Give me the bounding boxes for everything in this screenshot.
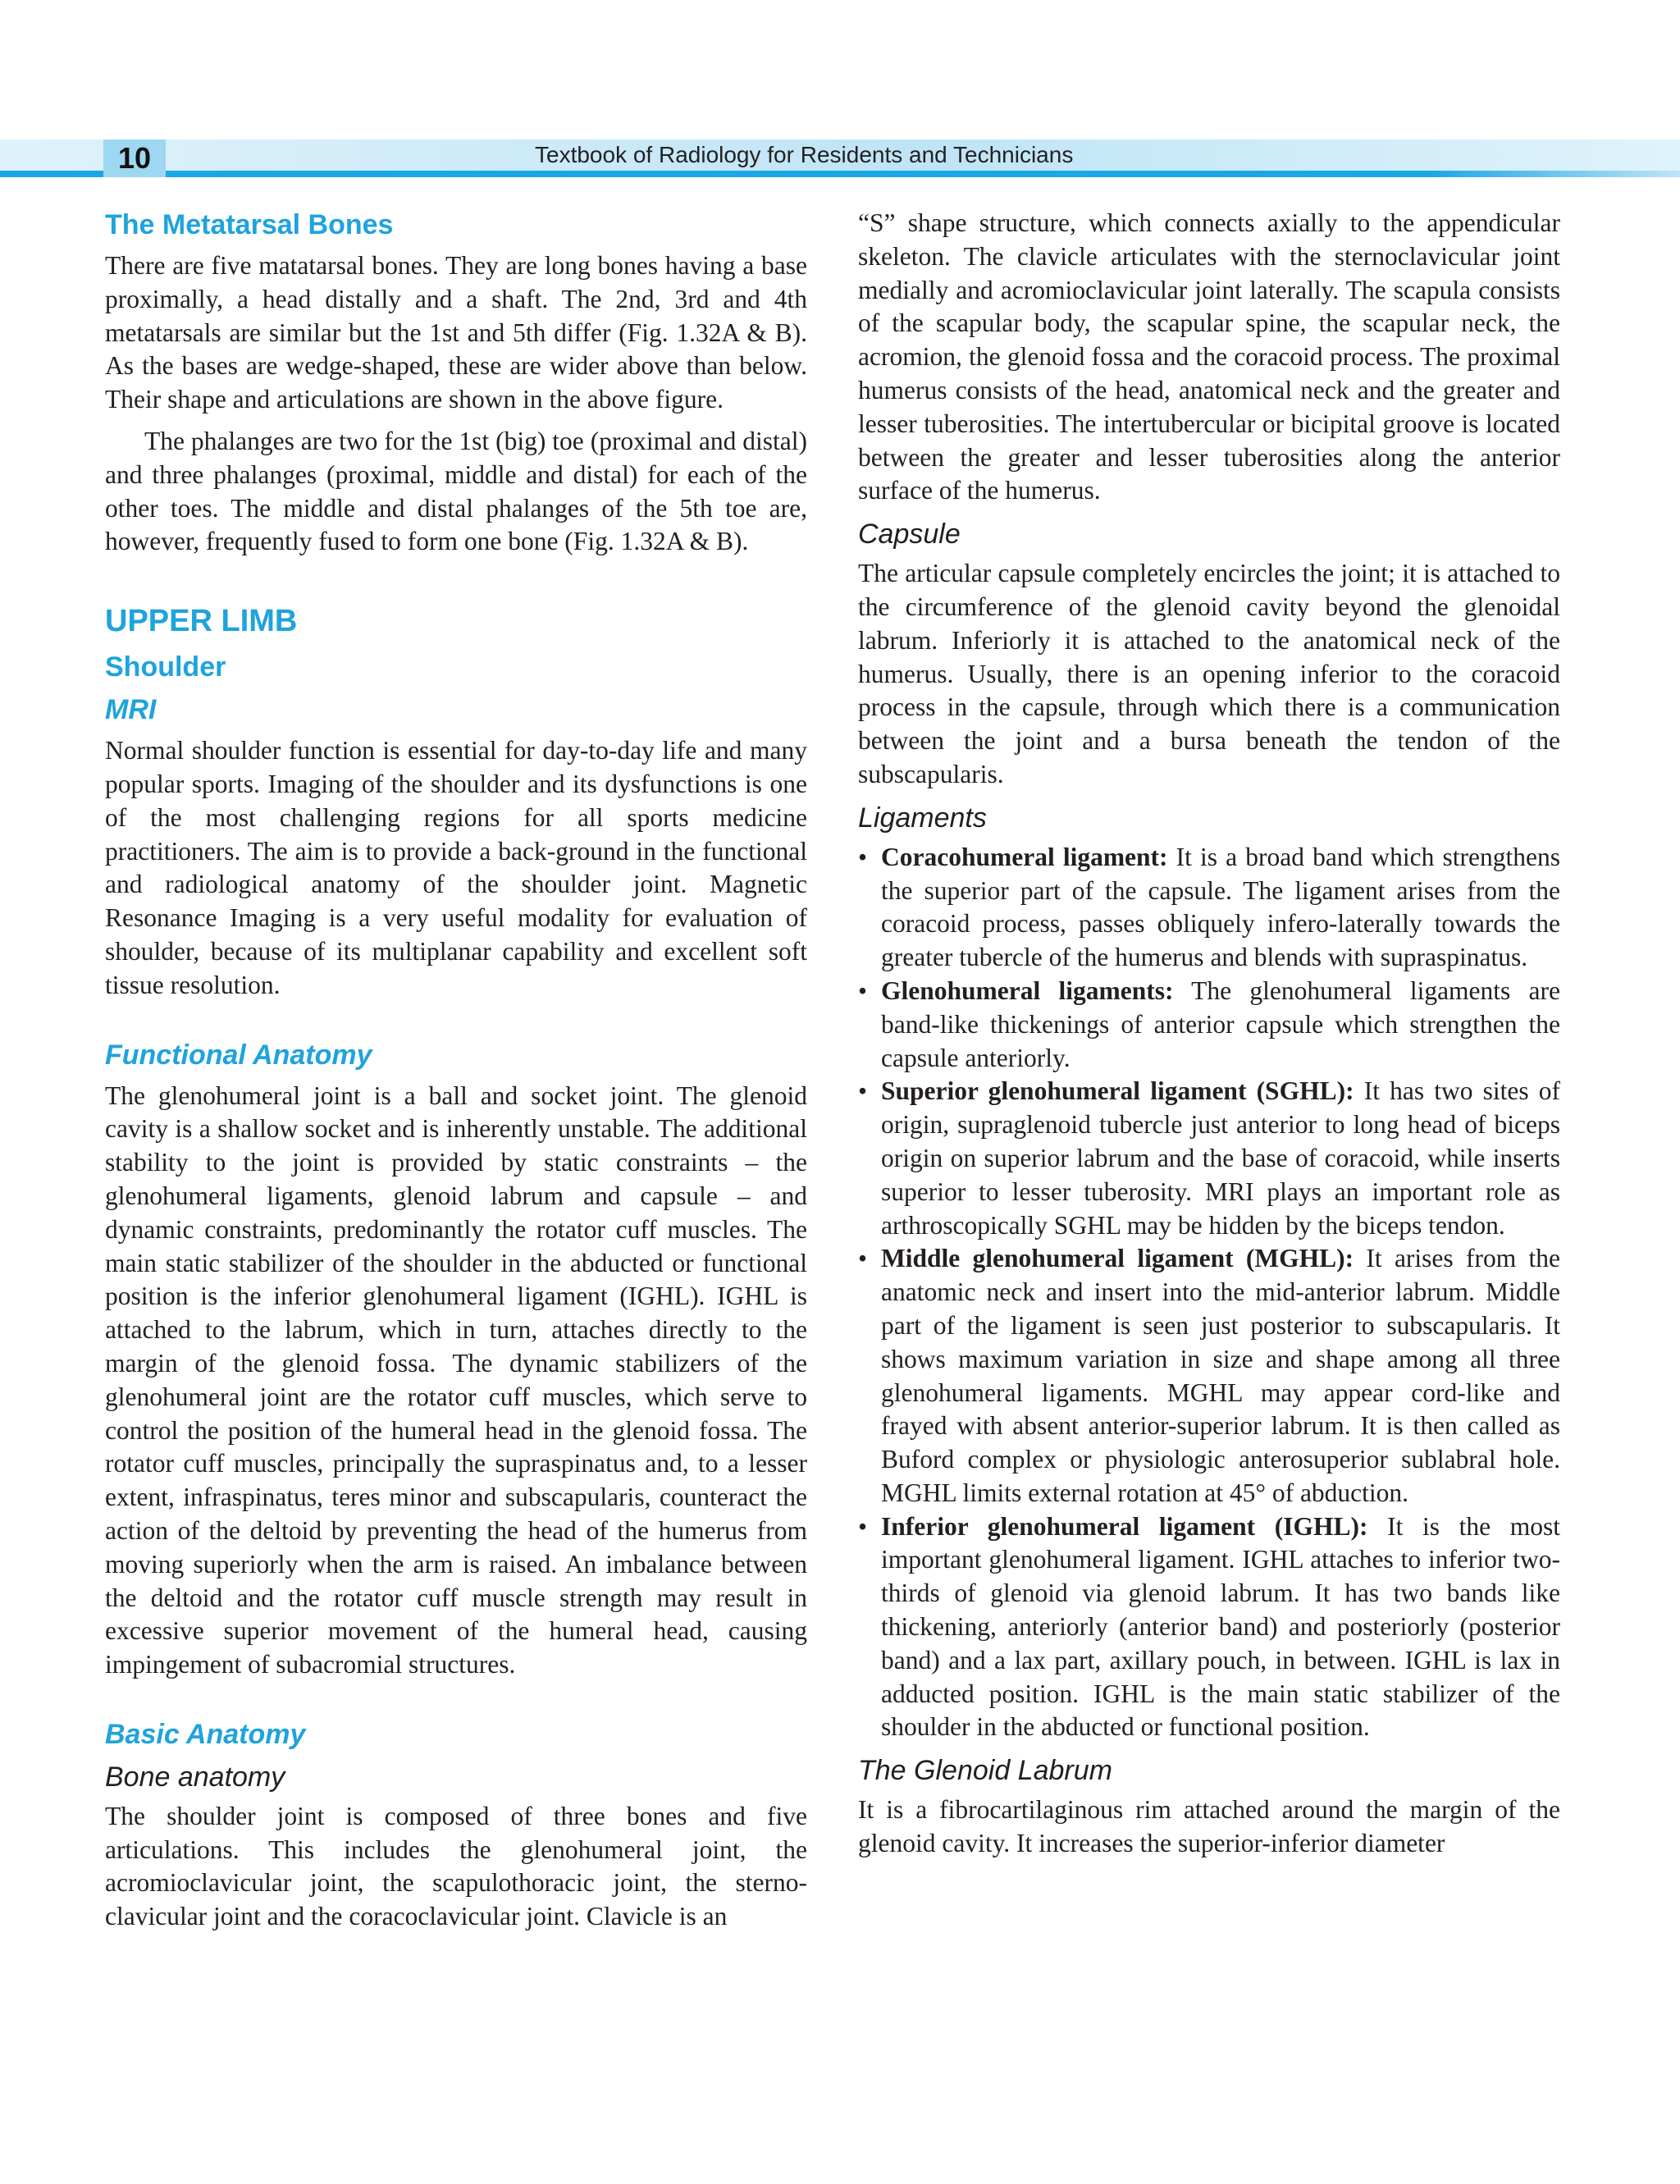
running-title: Textbook of Radiology for Residents and Technicians <box>535 142 1074 167</box>
glenoid-labrum-heading: The Glenoid Labrum <box>858 1755 1112 1787</box>
ligament-item <box>858 841 1560 975</box>
shoulder-heading: Shoulder <box>105 651 226 683</box>
glenoid-labrum-paragraph: It is a fibrocartilaginous rim attached around the margin of the glenoid cavity. It increases the superior-inferior diameter <box>858 1795 1560 1858</box>
ligament-term: Superior glenohumeral ligament (SGHL): <box>881 1076 1354 1106</box>
page-number: 10 <box>103 139 166 177</box>
metatarsal-heading: The Metatarsal Bones <box>105 209 394 240</box>
ligament-term: Middle glenohumeral ligament (MGHL): <box>881 1244 1354 1273</box>
basic-anatomy-heading: Basic Anatomy <box>105 1718 306 1750</box>
right-column <box>858 207 1560 1861</box>
ligament-item <box>858 1510 1560 1745</box>
ligament-text: The glenohumeral ligaments are band-like thickenings of anterior capsule which strengthen the capsule anteriorly. <box>881 975 1560 1072</box>
clavicle-continuation-paragraph: “S” shape structure, which connects axially to the appendicular skeleton. The clavicle articulates with the sternoclavicular joint medially and acromioclavicular joint laterally. The scapula consists of the scapular body, the scapular spine, the scapular neck, the acromion, the glenoid fossa and the coracoid process. The proximal humerus consists of the head, anatomical neck and the greater and lesser tuberosities. The intertubercular or bicipital groove is located between the greater and lesser tuberosities along the anterior surface of the humerus. <box>858 208 1560 505</box>
bullet-icon: • <box>858 975 868 1005</box>
metatarsal-paragraph-1: There are five matatarsal bones. They are long bones having a base proximally, a head distally and a shaft. The 2nd, 3rd and 4th metatarsals are similar but the 1st and 5th differ (Fig. 1.32A & B). As the bases are wedge-shaped, these are wider above than below. Their shape and articulations are shown in the above figure. <box>105 251 807 414</box>
bullet-icon: • <box>858 1076 868 1106</box>
mri-paragraph: Normal shoulder function is essential for day-to-day life and many popular sports. Imaging of the shoulder and its dysfunctions is one of the most challenging regions for all sports medicine practitioners. The aim is to provide a back-ground in the functional and radiological anatomy of the shoulder joint. Magnetic Resonance Imaging is a very useful modality for evaluation of shoulder, because of its multiplanar capability and excellent soft tissue resolution. <box>105 736 807 999</box>
functional-anatomy-paragraph: The glenohumeral joint is a ball and socket joint. The glenoid cavity is a shallow socket and is inherently unstable. The additional stability to the joint is provided by static constraints – the glenohumeral ligaments, glenoid labrum and capsule – and dynamic constraints, predominantly the rotator cuff muscles. The main static stabilizer of the shoulder in the abducted or functional position is the inferior glenohumeral ligament (IGHL). IGHL is attached to the labrum, which in turn, attaches directly to the margin of the glenoid fossa. The dynamic stabilizers of the glenohumeral joint are the rotator cuff muscles, which serve to control the position of the humeral head in the glenoid fossa. The rotator cuff muscles, principally the supraspinatus and, to a lesser extent, infraspinatus, teres minor and subscapularis, counteract the action of the deltoid by preventing the head of the humerus from moving superiorly when the arm is raised. An imbalance between the deltoid and the rotator cuff muscle strength may result in excessive superior movement of the humeral head, causing impingement of subacromial structures. <box>105 1081 807 1679</box>
ligament-text: It has two sites of origin, supraglenoid tubercle just anterior to long head of biceps origin on superior labrum and the base of coracoid, while inserts superior to lesser tuberosity. MRI plays an important role as arthroscopically SGHL may be hidden by the biceps tendon. <box>881 1076 1560 1240</box>
bullet-icon: • <box>858 1244 868 1273</box>
metatarsal-paragraph-2: The phalanges are two for the 1st (big) toe (proximal and distal) and three phalanges (proximal, middle and distal) for each of the other toes. The middle and distal phalanges of the 5th toe are, however, frequently fused to form one bone (Fig. 1.32A & B). <box>105 426 807 556</box>
ligament-item <box>858 1242 1560 1510</box>
header-rule <box>0 171 1680 177</box>
functional-anatomy-heading: Functional Anatomy <box>105 1039 372 1071</box>
bone-anatomy-paragraph: The shoulder joint is composed of three bones and five articulations. This includes the glenohumeral joint, the acromioclavicular joint, the scapulothoracic joint, the sterno-clavicular joint and the coracoclavicular joint. Clavicle is an <box>105 1801 807 1931</box>
ligament-text: It is the most important glenohumeral ligament. IGHL attaches to inferior two-thirds of glenoid via glenoid labrum. It has two bands like thickening, anteriorly (anterior band) and posteriorly (posterior band) and a lax part, axillary pouch, in between. IGHL is lax in adducted position. IGHL is the main static stabilizer of the shoulder in the abducted or functional position. <box>881 1511 1560 1742</box>
ligament-term: Glenohumeral ligaments: <box>881 975 1174 1005</box>
ligament-term: Coracohumeral ligament: <box>881 842 1168 871</box>
ligaments-heading: Ligaments <box>858 802 987 834</box>
bullet-icon: • <box>858 842 868 871</box>
capsule-paragraph: The articular capsule completely encircles the joint; it is attached to the circumference of the glenoid cavity beyond the glenoidal labrum. Inferiorly it is attached to the anatomical neck of the humerus. Usually, there is an opening inferior to the coracoid process in the capsule, through which there is a communication between the joint and a bursa beneath the tendon of the subscapularis. <box>858 559 1560 788</box>
ligament-list <box>858 841 1560 1745</box>
ligament-item <box>858 1075 1560 1242</box>
bullet-icon: • <box>858 1511 868 1541</box>
left-column <box>105 207 807 1934</box>
capsule-heading: Capsule <box>858 519 961 551</box>
ligament-text: It is a broad band which strengthens the superior part of the capsule. The ligament arises from the coracoid process, passes obliquely infero-laterally towards the greater tubercle of the humerus and blends with supraspinatus. <box>881 842 1560 972</box>
ligament-item <box>858 975 1560 1075</box>
mri-heading: MRI <box>105 694 157 726</box>
ligament-term: Inferior glenohumeral ligament (IGHL): <box>881 1511 1368 1541</box>
bone-anatomy-heading: Bone anatomy <box>105 1761 285 1793</box>
upper-limb-heading: UPPER LIMB <box>105 604 298 639</box>
ligament-text: It arises from the anatomic neck and insert into the mid-anterior labrum. Middle part of the ligament is seen just posterior to subscapularis. It shows maximum variation in size and shape among all three glenohumeral ligaments. MGHL may appear cord-like and frayed with absent anterior-superior labrum. It is then called as Buford complex or physiologic anterosuperior sublabral hole. MGHL limits external rotation at 45° of abduction. <box>881 1244 1560 1507</box>
